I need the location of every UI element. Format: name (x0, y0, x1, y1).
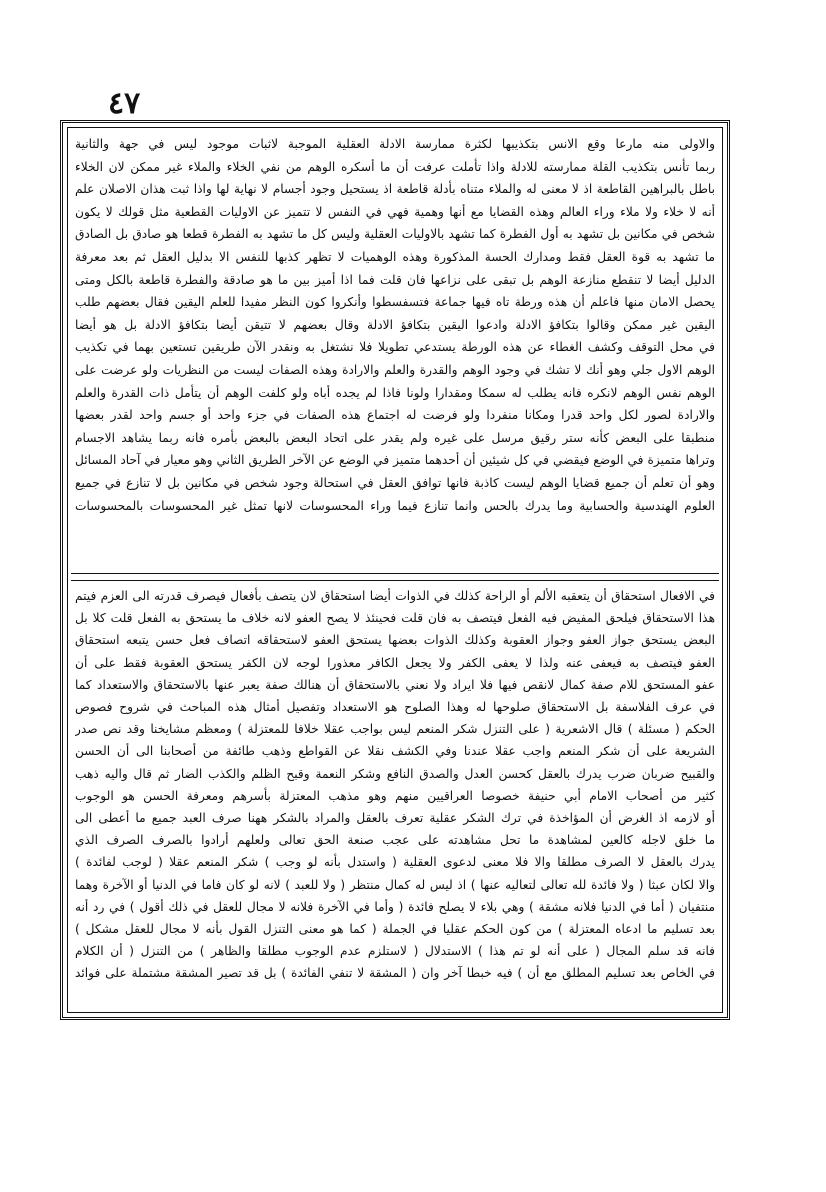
text-line: وهو أن تعلم أن جميع قضايا الوهم ليست كاذبة فانها توافق العقل في استحالة وجود شخص في مكانين بل لا تنازع في جميع (75, 475, 715, 490)
text-line: أنه لا خلاء ولا ملاء وراء العالم وهذه القضايا مع أنها وهمية فهي في النفس لا تتميز عن الاوليات القطعية مثل قولك لا يكون (75, 204, 715, 219)
page-frame (60, 120, 730, 1020)
text-line: بعد تسليم ما ادعاه المعتزلة ) من كون الحكم عقليا في الجملة ( كما هو معنى التنزل القول بأنه لا مجال للعقل مشكل ) (75, 922, 715, 937)
page-number: ٤٧ (108, 86, 141, 121)
text-line: فانه قد سلم المجال ( على أنه لو تم هذا ) الاستدلال ( لاستلزم عدم الوجوب مطلقا والظاهر ) من التنزل ( أن الكلام (75, 944, 715, 959)
text-line: عفو المستحق للام صفة كمال لانقص فيها فلا ايراد ولا نعني بالاستحقاق أن هنالك صفة يعبر عنها بالاستحقاق والاستعداد كما (75, 677, 715, 692)
text-line: ربما تأنس بتكذيب القلة ممارسته للادلة واذا تأملت عرفت أن ما أسكره الوهم من نفي الخلاء والملاء غير ممكن لان الخلاء (75, 159, 715, 174)
text-line: باطل بالبراهين القاطعة اذ لا معنى له والملاء متناه بأدلة قاطعة اذ يستحيل وجود أجسام لا نهاية لها واذا ثبت هذان الاصلان علم (75, 182, 715, 197)
text-line: منتفيان ( أما في الدنيا فلانه مشقة ) وهي بلاء لا يصلح فائدة ( وأما في الآخرة فلانه لا مجال للعقل في ذلك أقول ) في رد أنه (75, 899, 715, 914)
text-line: في الافعال استحقاق أن يتعقبه الألم أو الراحة كذلك في الذوات أيضا استحقاق لان يتصف بأفعال فيصرف قدرته الى العزم فيتم (75, 589, 715, 603)
text-line: العلوم الهندسية والحسابية وما يدرك بالحس وانما تنازع فيما وراء المحسوسات لانها تمثل غير المحسوسات بالمحسوسات (75, 498, 715, 513)
section-divider (71, 573, 719, 581)
text-line: العفو فيتصف به فيعفى عنه ولذا لا يعفى الكفر ولا يجعل الكافر معذورا لوجه لان الكفر يستحق العقوبة فقط على أن (75, 655, 715, 670)
text-line: الحكم ( مسئلة ) قال الاشعرية ( على التنزل شكر المنعم ليس بواجب عقلا خلافا للمعتزلة ) ومعظم مشايخنا وقد نص صدر (75, 722, 715, 737)
text-line: والاولى منه مارعا وقع الانس بتكذيبها لكثرة ممارسة الادلة العقلية الموجبة لاثبات موجود ليس في جهة والثانية (75, 137, 715, 151)
text-line: الشريعة على أن شكر المنعم واجب عقلا عندنا وفي الكشف نقلا عن القواطع وذهب طائفة من أصحابنا الى أن الحسن (75, 744, 715, 759)
text-line: في الخاص بعد تسليم المطلق مع أن ) فيه خبطا آخر وان ( المشقة لا تنفي الفائدة ) بل قد تصير المشقة مشتملة على فوائد (75, 966, 715, 981)
text-line: كثير من أصحاب الامام أبي حنيفة خصوصا العراقيين منهم وهو مذهب المعتزلة بأسرهم ومعرفة الحسن هو الوجوب (75, 788, 715, 803)
text-line: اليقين غير ممكن وقالوا بتكافؤ الادلة وادعوا اليقين بتكافؤ الادلة وقال بعضهم لا تتيقن أيضا بتكافؤ الادلة بل هو أيضا (75, 317, 715, 332)
text-line: الوهم نفس الوهم لانكره فانه يطلب له سمكا ومقدارا ولونا فاذا لم يجده أباه ولو كلفت الوهم أن يتأمل ذات القدرة والعلم (75, 385, 715, 400)
text-line: والا لكان عبثا ( ولا فائدة لله تعالى لتعاليه عنها ) اذ ليس له كمال منتظر ( ولا للعبد ) لانه لو كان فاما في الدنيا أو الآخرة وهما (75, 877, 715, 892)
text-line: الوهم الاول جلي وهو أنك لا تشك في وجود الوهم والقدرة والعلم والارادة وهذه الصفات ليست من النظريات ولو عرضت على (75, 362, 715, 377)
text-line: ما تشهد به قوة العقل فقط ومدارك الحسة المذكورة وهذه الوهميات لا تظهر كذبها للنفس الا بدليل العقل ثم بعد معرفة (75, 249, 715, 264)
text-line: شخص في مكانين بل تشهد به أول الفطرة كما تشهد بالاوليات العقلية وليس كل ما تشهد به الفطرة قطعا هو صادق بل الصادق (75, 227, 715, 242)
text-line: ما خلق لاجله كالعين لمشاهدة ما تحل مشاهدته على عجب صنعة الحق تعالى ولعلهم أرادوا بالصرف الصرف الذي (75, 833, 715, 848)
text-line: والقبيح ضربان ضرب يدرك بالعقل كحسن العدل والصدق النافع وشكر النعمة وقبح الظلم والكذب الضار ثم قال واليه ذهب (75, 766, 715, 781)
text-line: في عرف الفلاسفة بل الاستحقاق صلوحها له وهذا الصلوح هو الاستعداد وتفصيل أمثال هذه المباحث في شروح فصوص (75, 700, 715, 715)
text-line: يحصل الامان منها فاعلم أن هذه ورطة تاه فيها جماعة فتسفسطوا وأنكروا كون النظر مفيدا للعلم اليقين فقال بعضهم طلب (75, 295, 715, 310)
text-line: والارادة لصور لكل واحد قدرا ومكانا منفردا ولو فرضت له اجتماع هذه الصفات في جزء واحد أو جسم واحد لقدر بعضها (75, 408, 715, 423)
text-line: منطبقا على البعض كأنه ستر رقيق مرسل على غيره ولم يقدر على اتحاد البعض بالبعض بأمره فانه ربما يشاهد الاجسام (75, 430, 715, 445)
text-line: الدليل أيضا لا تنقطع منازعة الوهم بل تبقى على نزاعها فان قلت فما اذا أميز بين ما هو صادقة والفطرة قاطعة بالكل ومتى (75, 272, 715, 287)
text-line: أو لازمه اذ الغرض أن المؤاخذة في ترك الشكر عقلية تعرف بالعقل والمراد بالشكر ههنا صرف العبد جميع ما أعطى الى (75, 811, 715, 826)
text-line: وتراها متميزة في الوضع فيقضي في كل شيئين أن أحدهما متميز في الوضع عن الآخر الطريق الثاني وهو معيار في آحاد المسائل (75, 453, 715, 468)
text-line: يدرك بالعقل لا الصرف مطلقا والا فلا معنى لدعوى العقلية ( واستدل بأنه لو وجب ) شكر المنعم عقلا ( لوجب لفائدة ) (75, 855, 715, 870)
text-line: في محل التوقف وكشف الغطاء عن هذه الورطة يستدعي تطويلا فلا نشتغل به ونقدر الآن طريقين تستعين بهما في تكذيب (75, 340, 715, 355)
text-line: البعض يستحق جواز العفو وجواز العقوبة وكذلك الذوات بعضها يستحق العفو لاستحقاقه اتصاف فعل حسن يتبعه استحقاق (75, 633, 715, 648)
text-line: هذا الاستحقاق فيلحق المفيض فيه الفعل فيتصف به فان قلت فحينئذ لا يصح العفو لانه خلاف ما يستحق به الفعل قلت كلا بل (75, 611, 715, 626)
matn-section (75, 133, 715, 573)
sharh-section (75, 585, 715, 1005)
